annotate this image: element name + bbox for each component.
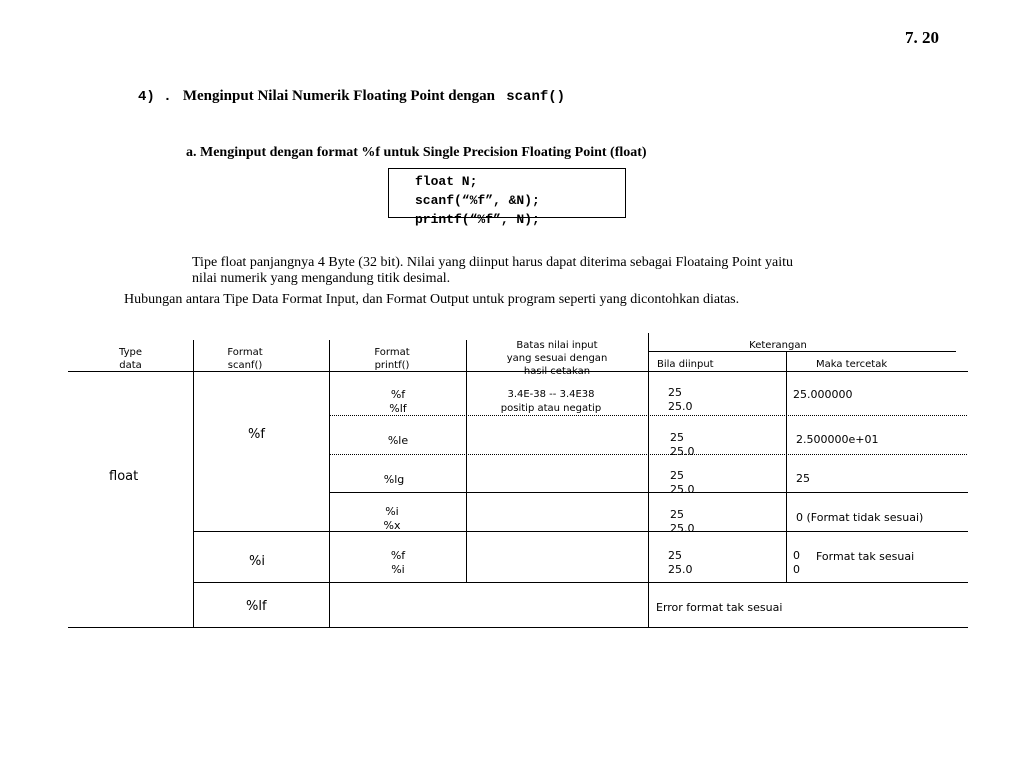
row1-batas-1: 3.4E-38 -- 3.4E38 [507,389,595,400]
code-line-2: scanf(“%f”, &N); [415,193,540,208]
table-hline-row2 [329,454,967,455]
header-printf-line-1: Format [374,347,410,358]
header-maka-tercetak: Maka tercetak [816,359,888,370]
row1-printf [360,388,436,416]
header-batas [466,339,648,378]
paragraph-line-2: nilai numerik yang mengandung titik desimal. [192,271,451,286]
header-batas-line-1: Batas nilai input [516,340,598,351]
scanf-i: %i [249,554,265,569]
row1-printf-1: %f [390,388,406,401]
paragraph-line-3: Hubungan antara Tipe Data Format Input, dan Format Output untuk program seperti yang dicontohkan diatas. [124,292,740,307]
scanf-lf: %lf [246,599,267,614]
scanf-f: %f [248,427,265,442]
row5-maka-2: 0 [793,563,800,576]
row4-printf-1: %i [385,505,399,518]
table-hline-row5 [193,582,968,583]
row3-printf: %lg [383,473,405,486]
row4-printf [360,505,424,533]
table-hline-row4 [193,531,968,532]
row5-printf [360,549,436,577]
header-scanf-line-1: Format [227,347,263,358]
row2-maka: 2.500000e+01 [796,433,879,446]
subsection-title: a. Menginput dengan format %f untuk Single Precision Floating Point (float) [186,145,647,160]
row4-maka: 0 (Format tidak sesuai) [796,511,924,524]
row3-bila-1: 25 [670,469,684,482]
row4-bila-2: 25.0 [670,522,695,535]
row5-maka-note: Format tak sesuai [816,550,915,563]
section-code: scanf() [506,89,566,105]
row4-bila-1: 25 [670,508,684,521]
row4-printf-2: %x [383,519,401,532]
table-hline-bottom [68,627,968,628]
header-type [68,346,193,372]
row1-batas-2: positip atau negatip [500,403,602,414]
header-bila-diinput: Bila diinput [657,359,714,370]
section-title-text: Menginput Nilai Numerik Floating Point dengan [182,88,495,104]
row3-bila-2: 25.0 [670,483,695,496]
header-batas-line-3: hasil cetakan [523,366,591,377]
row1-maka: 25.000000 [793,388,853,401]
row2-bila-1: 25 [670,431,684,444]
page-number: 7. 20 [905,28,939,47]
code-box [388,168,626,227]
row5-bila [668,549,693,577]
row6-error: Error format tak sesuai [656,601,783,614]
header-batas-line-2: yang sesuai dengan [506,353,608,364]
code-line-1: float N; [415,174,478,189]
row2-printf: %le [387,434,409,447]
section-number: 4) . [138,89,172,105]
row2-bila [670,431,695,459]
table-vline-1 [193,340,194,627]
header-printf [329,346,455,372]
row1-bila [668,386,693,414]
type-float: float [109,469,139,484]
header-keterangan: Keterangan [749,340,807,351]
table-hline-row3 [329,492,968,493]
table-vline-5 [786,352,787,582]
code-line-3: printf(“%f”, N); [415,212,540,227]
row5-printf-2: %i [391,563,405,576]
header-printf-line-2: printf() [374,360,410,371]
header-scanf [193,346,297,372]
row1-bila-1: 25 [668,386,682,399]
row5-printf-1: %f [390,549,406,562]
row5-bila-2: 25.0 [668,563,693,576]
row5-maka-1: 0 [793,549,800,562]
row3-bila [670,469,695,497]
row1-bila-2: 25.0 [668,400,693,413]
row5-maka [793,549,800,577]
section-title [138,88,565,105]
row3-maka: 25 [796,472,810,485]
row4-bila [670,508,695,536]
header-type-line-2: data [119,360,142,371]
row2-bila-2: 25.0 [670,445,695,458]
header-scanf-line-2: scanf() [227,360,263,371]
row1-printf-2: %lf [389,402,407,415]
row5-bila-1: 25 [668,549,682,562]
header-type-line-1: Type [119,347,142,358]
paragraph-line-1: Tipe float panjangnya 4 Byte (32 bit). Nilai yang diinput harus dapat diterima sebagai Floataing Point yaitu [192,255,793,270]
row1-batas [480,388,622,416]
table-vline-2 [329,340,330,627]
